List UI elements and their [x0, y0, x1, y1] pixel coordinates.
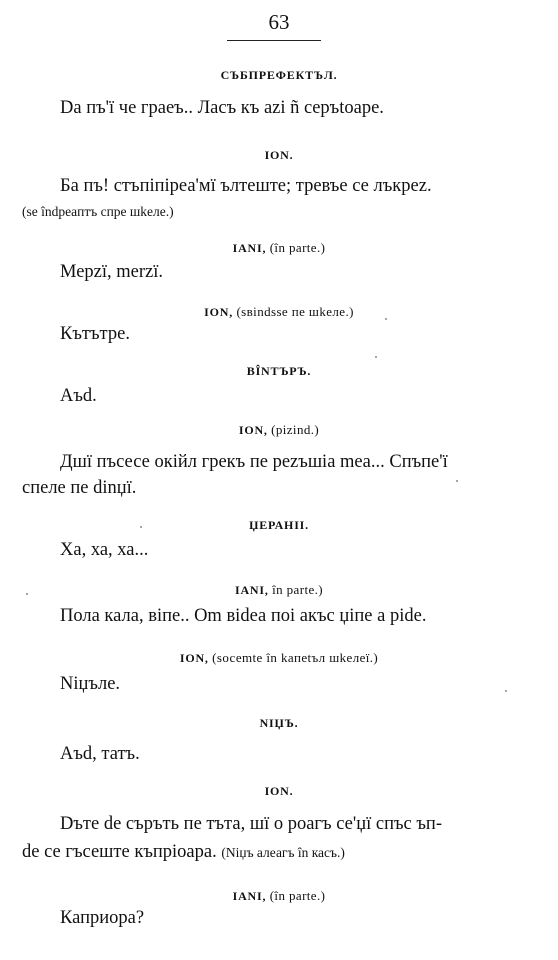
speaker-heading: [0, 716, 558, 731]
speaker-name: ION,: [204, 305, 234, 319]
speaker-heading: [0, 422, 558, 438]
stage-direction: (se îndpeaптъ спре шkеле.): [22, 204, 174, 219]
speaker-heading: [0, 518, 558, 533]
dialogue-line: спеле пе dinџї.: [22, 478, 137, 498]
stage-direction: (sвindsse пе шkeле.): [236, 304, 354, 319]
speaker-name: IANI,: [232, 241, 267, 255]
speaker-heading: [0, 304, 558, 320]
stage-direction: (sосеmte în kaпetъл шkeлeї.): [212, 650, 379, 665]
speaker-name: СЪБПРЕФЕКТЪЛ.: [220, 68, 338, 82]
page-number: 63: [268, 10, 290, 34]
print-speck: [375, 356, 377, 358]
speaker-name: BÎNTЪРЪ.: [246, 364, 312, 378]
stage-direction: (în parte.): [269, 240, 326, 255]
dialogue-line: Мерzї, merzї.: [60, 262, 164, 282]
dialogue-line: [22, 842, 345, 863]
dialogue-line: Дшї пъсесе окiйл грекъ пе pezъшia mea... Спъпе'ї: [60, 452, 448, 472]
speaker-heading: [0, 364, 558, 379]
speaker-name: ION.: [264, 784, 294, 798]
dialogue-line: Da пъ'ї че граеъ.. Ласъ къ azi ñ cepъtoape.: [60, 98, 384, 118]
dialogue-line: Каприора?: [60, 908, 145, 928]
print-speck: [505, 690, 507, 692]
dialogue-line: Пола кала, віпе.. Om віdеа поі акъс џiпе а pidе.: [60, 606, 427, 626]
header-rule: [227, 40, 321, 41]
print-speck: [456, 480, 458, 482]
dialogue-line: Ба пъ! стъпiпiреа'мї ълтеште; тревъе се лъкpez.: [60, 176, 432, 196]
speaker-name: IANI,: [235, 583, 269, 597]
speaker-heading: [0, 68, 558, 83]
speaker-heading: [0, 148, 558, 163]
speaker-heading: [0, 784, 558, 799]
speaker-name: ION.: [264, 148, 294, 162]
speaker-heading: [0, 888, 558, 904]
speaker-name: NIЏЪ.: [259, 716, 299, 730]
speaker-heading: [0, 240, 558, 256]
speaker-heading: [0, 650, 558, 666]
dialogue-line: Aъd, татъ.: [60, 744, 140, 764]
dialogue-line: Aъd.: [60, 386, 97, 406]
stage-direction: (pizind.): [271, 422, 320, 437]
print-speck: [385, 318, 387, 320]
dialogue-line: Ха, ха, ха...: [60, 540, 149, 560]
print-speck: [26, 593, 28, 595]
dialogue-line: Dъте de съръть пе тъта, шї о роагъ се'џї спъс ъп-: [60, 814, 442, 834]
speaker-name: IANI,: [232, 889, 267, 903]
stage-direction: (Niџъ алеагъ în касъ.): [221, 845, 345, 860]
stage-direction: (în parte.): [269, 888, 326, 903]
speaker-name: ЏЕРАНIІ.: [249, 518, 309, 532]
speaker-name: ION,: [179, 651, 209, 665]
speaker-heading: [0, 582, 558, 598]
dialogue-text: de се гъсеште къпрioapa.: [22, 842, 217, 862]
speaker-name: ION,: [238, 423, 268, 437]
print-speck: [140, 526, 142, 528]
dialogue-line: Кътътре.: [60, 324, 130, 344]
stage-direction: în parte.): [272, 582, 323, 597]
dialogue-line: Niџъле.: [60, 674, 121, 694]
